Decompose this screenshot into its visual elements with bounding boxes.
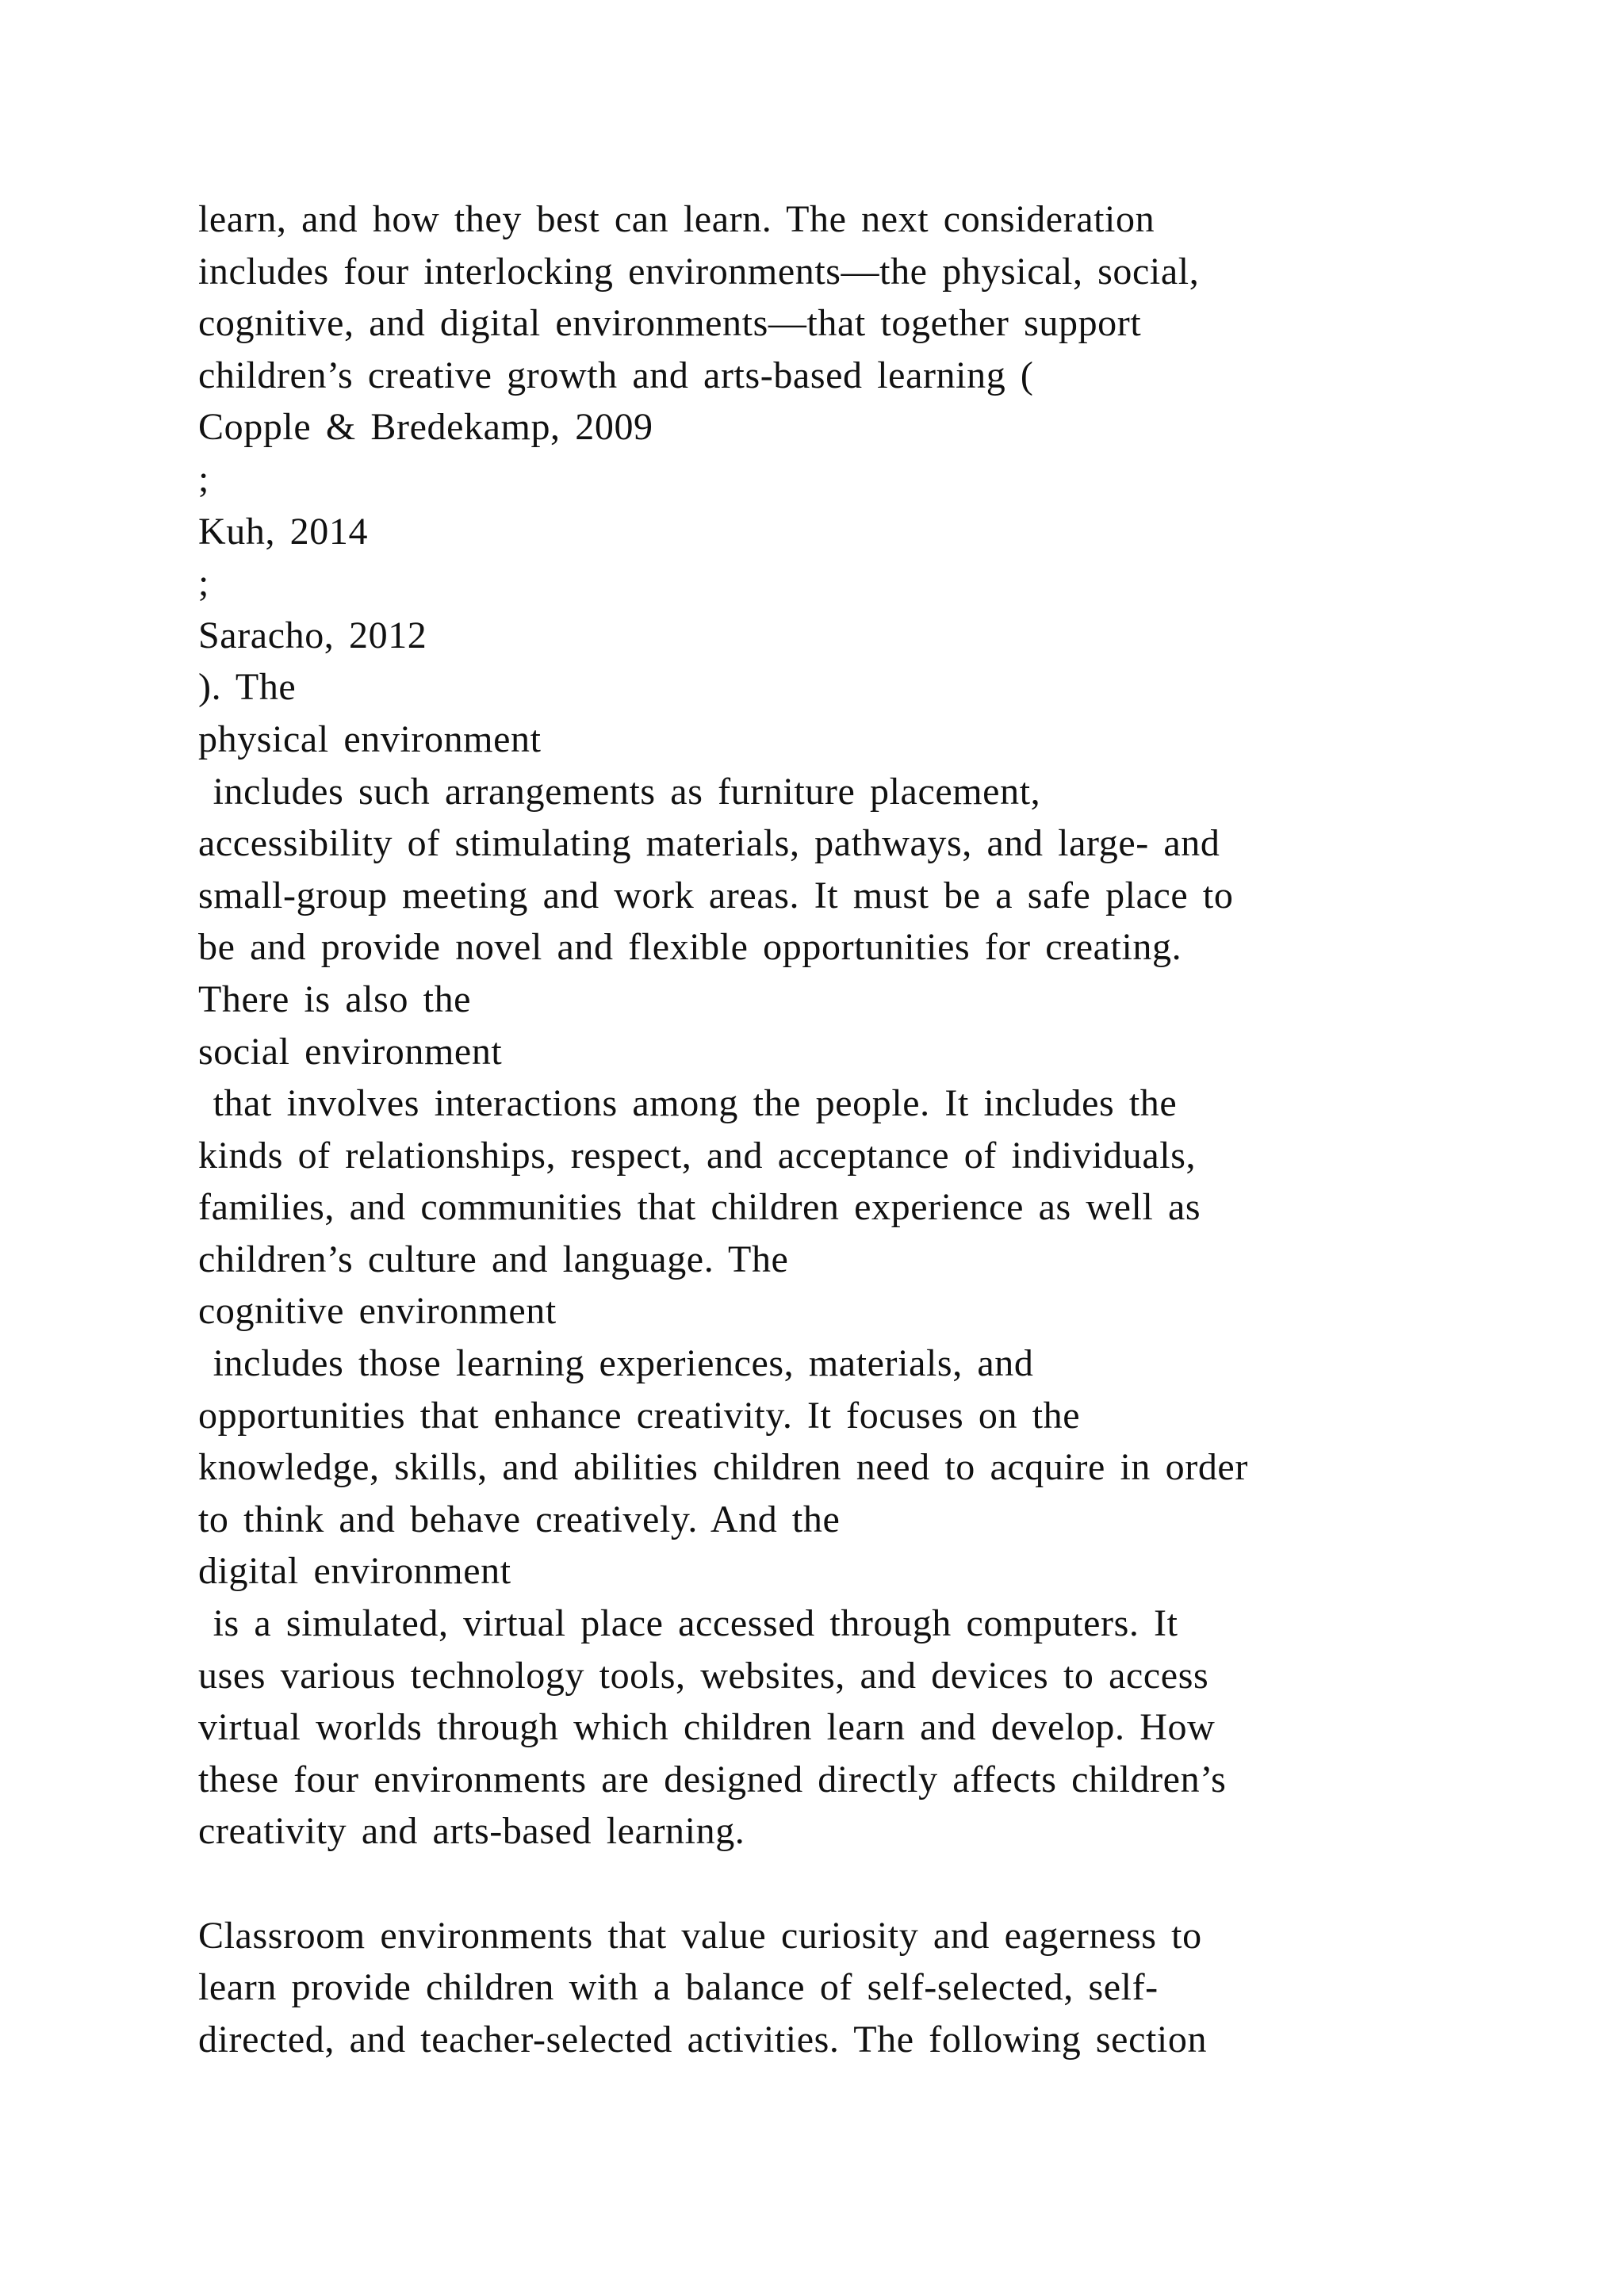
text-line: knowledge, skills, and abilities children need to acquire in order [198,1446,1248,1489]
text-line: is a simulated, virtual place accessed through computers. It [198,1602,1178,1645]
text-line: accessibility of stimulating materials, pathways, and large- and [198,822,1220,865]
text-line: includes four interlocking environments—the physical, social, [198,250,1200,293]
term-physical-environment: physical environment [198,718,542,760]
text-line: learn, and how they best can learn. The next consideration [198,198,1155,240]
body-text [198,193,1507,2065]
term-digital-environment: digital environment [198,1550,511,1593]
text-line: children’s culture and language. The [198,1238,789,1280]
citation-separator: ; [198,562,209,605]
citation-line: Copple & Bredekamp, 2009 [198,406,653,449]
text-line: to think and behave creatively. And the [198,1498,841,1540]
text-line: includes those learning experiences, materials, and [198,1342,1034,1385]
text-line: Classroom environments that value curiosity and eagerness to [198,1914,1202,1957]
text-line: kinds of relationships, respect, and acceptance of individuals, [198,1134,1197,1177]
text-line: children’s creative growth and arts-based learning ( [198,354,1034,396]
text-line: virtual worlds through which children learn and develop. How [198,1706,1216,1749]
text-line: cognitive, and digital environments—that together support [198,302,1142,345]
text-line: includes such arrangements as furniture placement, [198,770,1041,813]
text-line: families, and communities that children experience as well as [198,1186,1201,1229]
text-line: be and provide novel and flexible opportunities for creating. [198,926,1182,969]
text-line: creativity and arts-based learning. [198,1810,745,1853]
text-line: small-group meeting and work areas. It must be a safe place to [198,874,1234,916]
text-line: learn provide children with a balance of self-selected, self- [198,1966,1159,2009]
citation-line: Kuh, 2014 [198,510,369,553]
text-line: these four environments are designed directly affects children’s [198,1758,1227,1800]
paragraph-break [198,1858,1507,1910]
text-line: There is also the [198,978,472,1020]
text-line: uses various technology tools, websites, and devices to access [198,1654,1209,1697]
term-social-environment: social environment [198,1030,503,1073]
term-cognitive-environment: cognitive environment [198,1290,557,1333]
text-line: directed, and teacher-selected activities. The following section [198,2018,1208,2061]
citation-separator: ; [198,457,209,500]
text-line: ). The [198,666,297,709]
citation-line: Saracho, 2012 [198,614,427,656]
text-line: that involves interactions among the people. It includes the [198,1082,1178,1125]
text-line: opportunities that enhance creativity. It focuses on the [198,1394,1081,1437]
